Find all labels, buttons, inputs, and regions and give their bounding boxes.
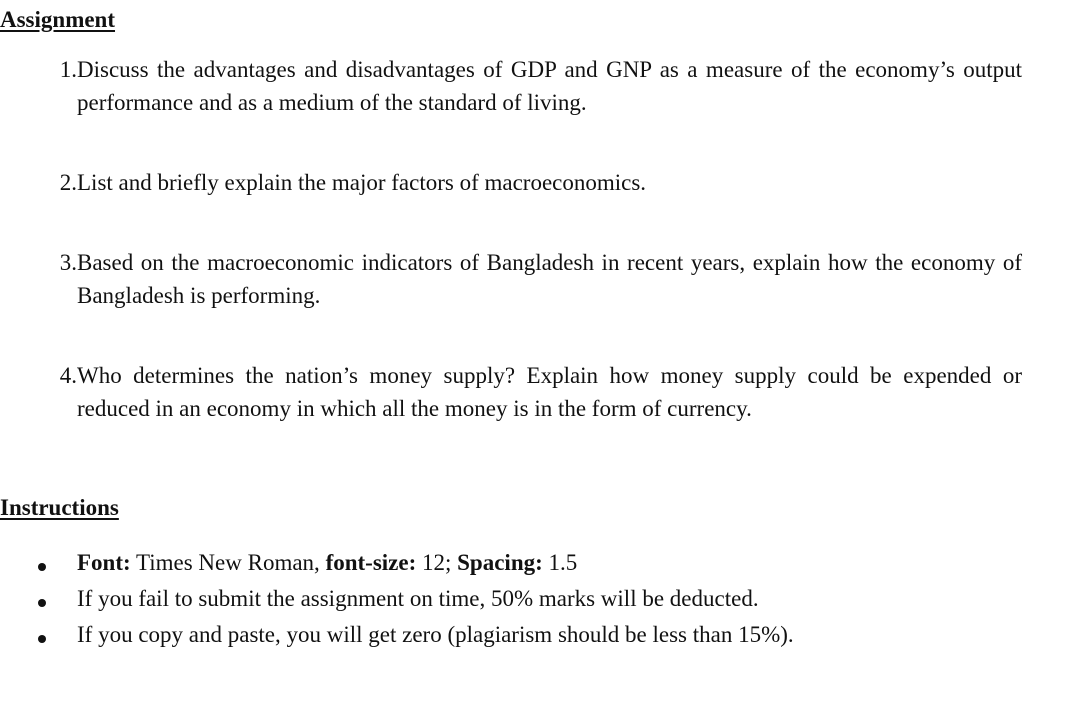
spacing-label: Spacing: (457, 550, 543, 575)
font-value: Times New Roman, (130, 550, 326, 575)
instruction-text: If you copy and paste, you will get zero (plagiarism should be less than 15%). (77, 622, 794, 647)
instructions-heading: Instructions (0, 495, 119, 520)
assignment-heading: Assignment (0, 7, 116, 32)
instruction-item (0, 617, 794, 653)
instruction-item (0, 545, 794, 581)
question-item (30, 359, 1022, 425)
font-size-label: font-size: (325, 550, 417, 575)
question-number: 3. (59, 250, 77, 275)
instruction-text (77, 545, 577, 581)
question-number: 1. (59, 57, 77, 82)
question-item (30, 53, 1022, 119)
instruction-text: If you fail to submit the assignment on time, 50% marks will be deducted. (77, 586, 759, 611)
question-number: 4. (59, 363, 77, 388)
question-item (30, 166, 1022, 199)
question-text: Who determines the nation’s money supply? Explain how money supply could be expended or reduced in an economy in which all the money is in the form of currency. (77, 363, 1022, 421)
question-number: 2. (59, 170, 77, 195)
question-text: Discuss the advantages and disadvantages of GDP and GNP as a measure of the economy’s output performance and as a medium of the standard of living. (77, 57, 1022, 115)
font-size-value: 12; (416, 550, 458, 575)
instruction-item (0, 581, 794, 617)
font-label: Font: (77, 550, 131, 575)
spacing-value: 1.5 (542, 550, 578, 575)
instructions-list (0, 545, 794, 653)
question-text: List and briefly explain the major factors of macroeconomics. (77, 170, 647, 195)
question-item (30, 246, 1022, 312)
question-text: Based on the macroeconomic indicators of Bangladesh in recent years, explain how the economy of Bangladesh is performing. (77, 250, 1022, 308)
